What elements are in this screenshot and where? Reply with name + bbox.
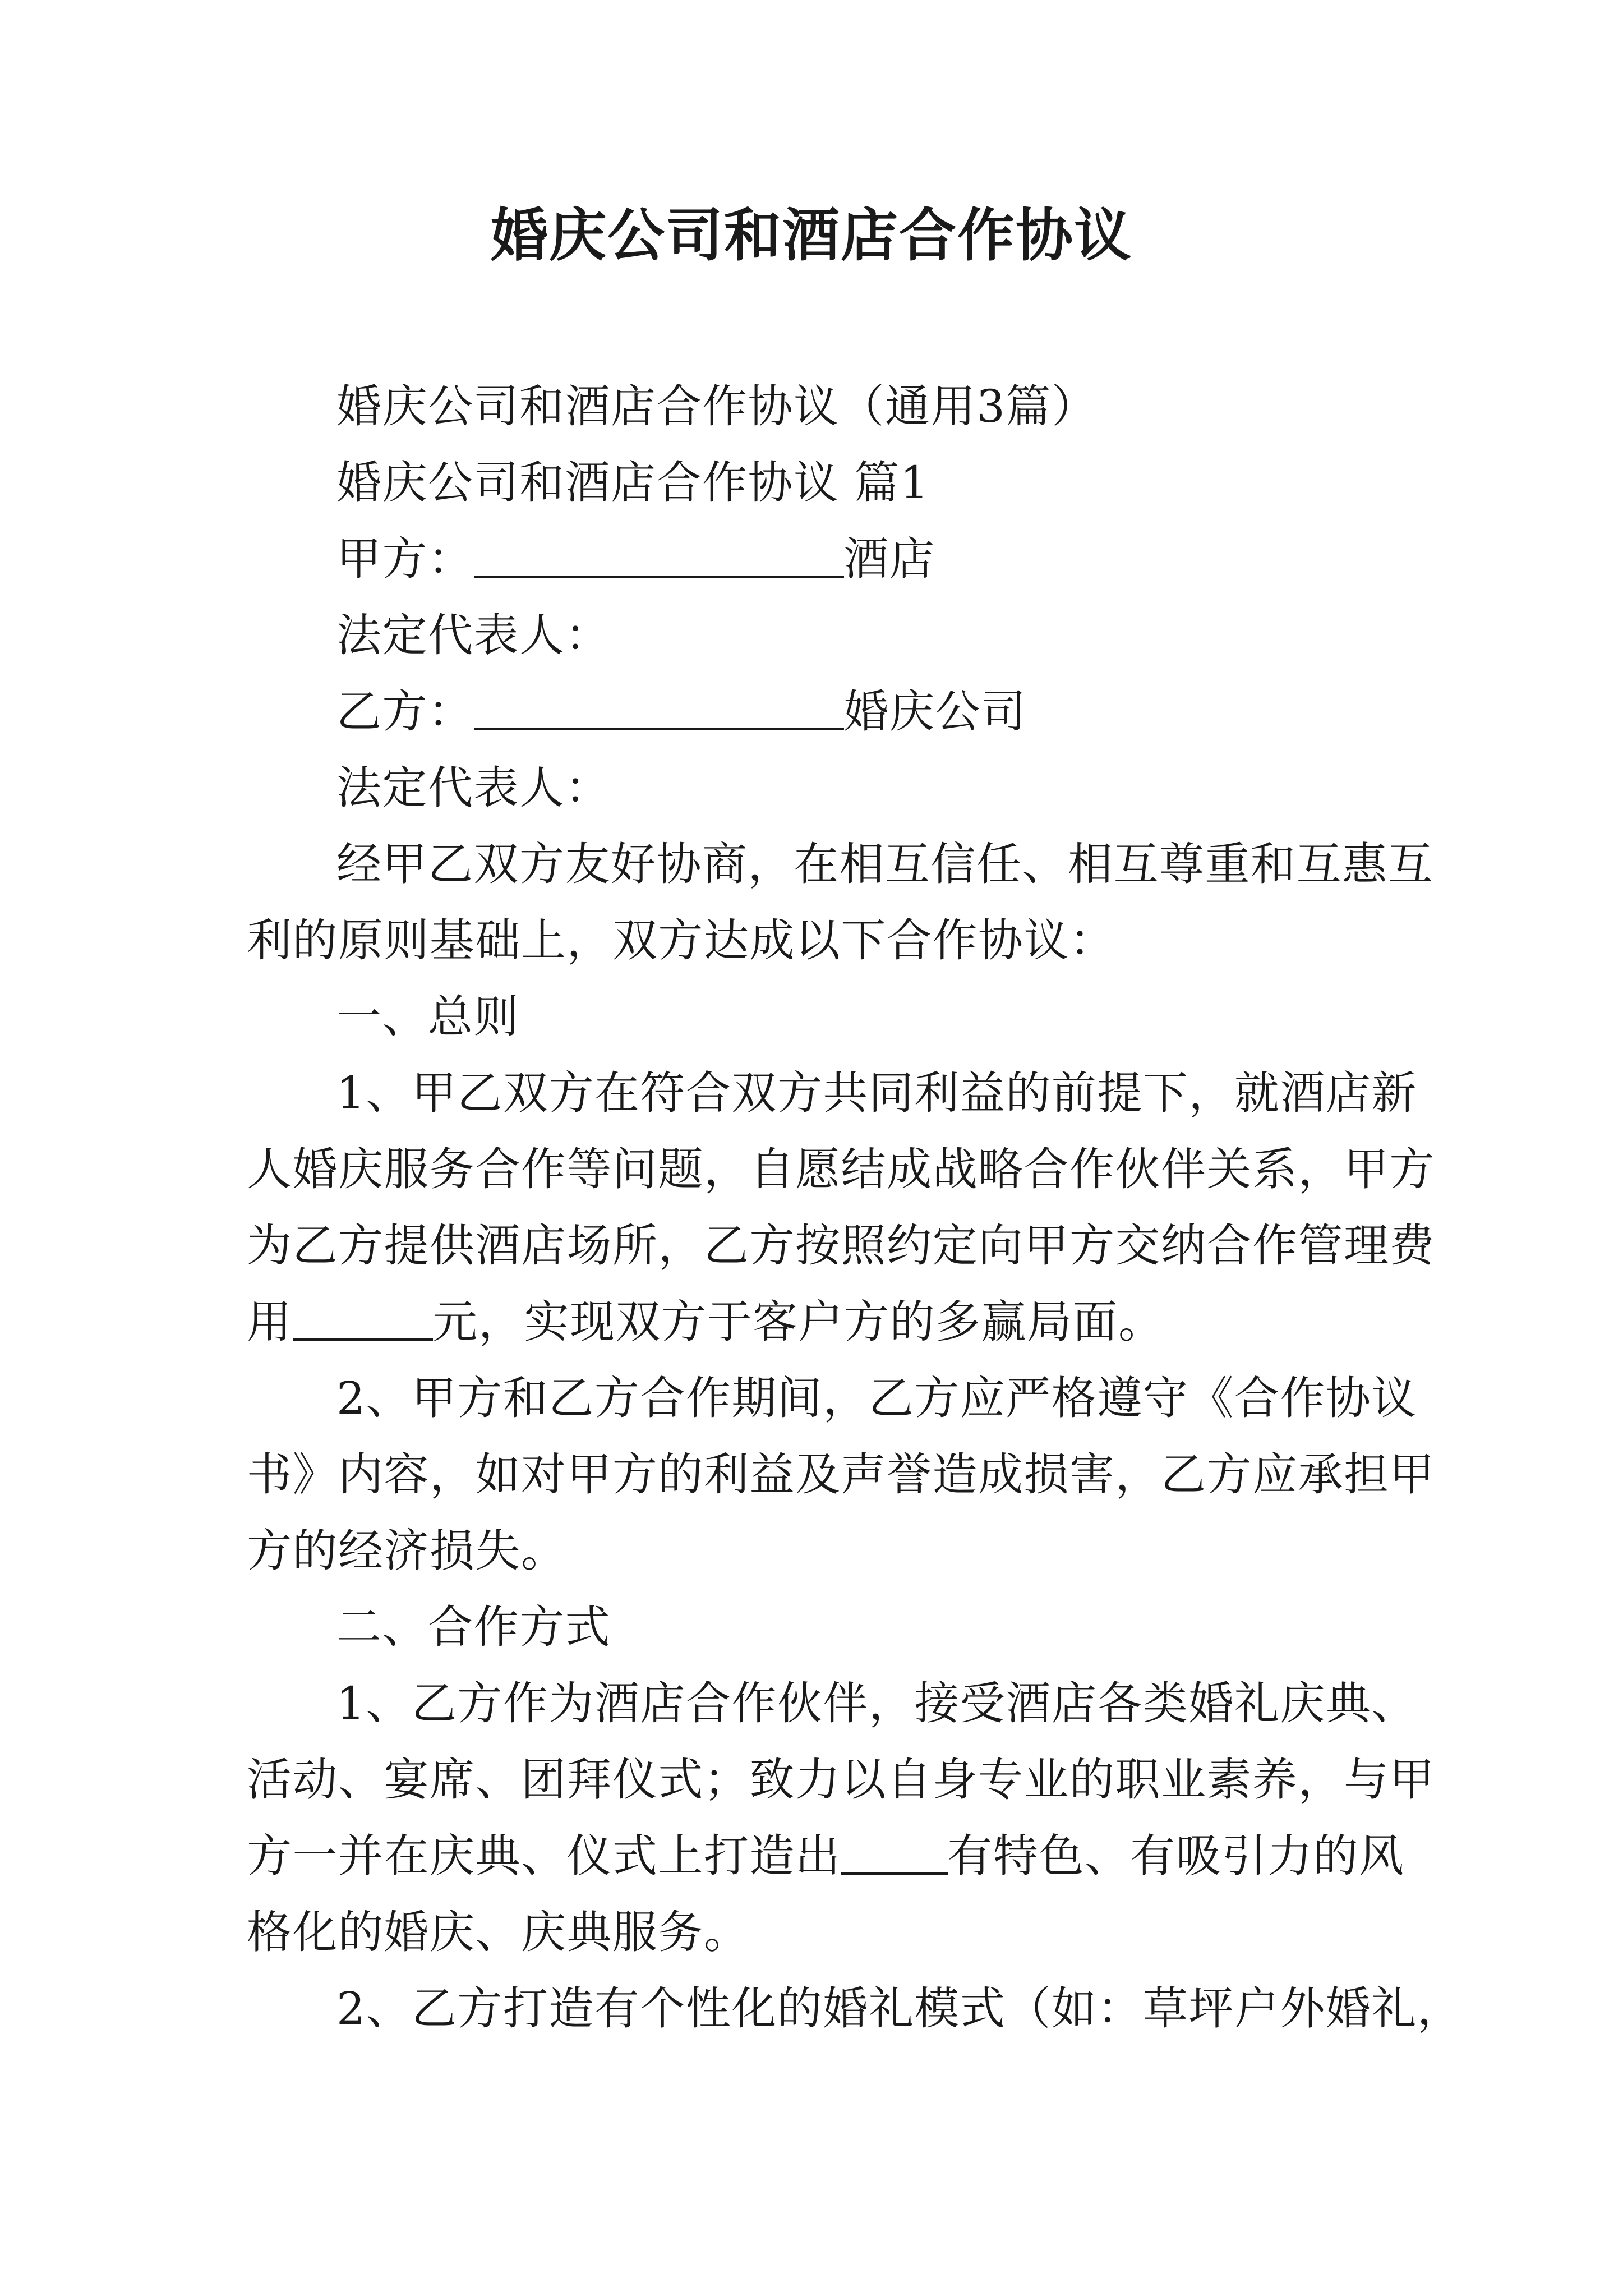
style-line	[247, 1818, 1405, 1894]
text-line: 格化的婚庆、庆典服务。	[247, 1906, 750, 1958]
text-line: 1、甲乙双方在符合双方共同利益的前提下，就酒店新	[336, 1067, 1417, 1119]
fee-line	[247, 1284, 1391, 1360]
text-line: 2、乙方打造有个性化的婚礼模式（如：草坪户外婚礼，	[336, 1982, 1463, 2035]
text-line: 1、乙方作为酒店合作伙伴，接受酒店各类婚礼庆典、	[336, 1677, 1417, 1729]
text-line: 法定代表人：	[336, 762, 611, 814]
text-line: 为乙方提供酒店场所，乙方按照约定向甲方交纳合作管理费	[247, 1220, 1435, 1272]
text-line: 婚庆公司和酒店合作协议（通用3篇）	[336, 380, 1098, 432]
text-line: 人婚庆服务合作等问题，自愿结成战略合作伙伴关系，甲方	[247, 1143, 1435, 1195]
text-line: 利的原则基础上，双方达成以下合作协议：	[247, 914, 1115, 967]
fee-suffix: 元，实现双方于客户方的多赢局面。	[432, 1296, 1164, 1348]
party-b-label: 乙方：	[336, 685, 474, 738]
style-prefix: 方一并在庆典、仪式上打造出	[247, 1830, 841, 1882]
party-a-blank	[474, 535, 844, 578]
document-title: 婚庆公司和酒店合作协议	[491, 202, 1132, 269]
style-suffix: 有特色、有吸引力的风	[947, 1830, 1405, 1882]
text-line: 书》内容，如对甲方的利益及声誉造成损害，乙方应承担甲	[247, 1448, 1435, 1501]
fee-blank	[293, 1298, 433, 1341]
party-b-blank	[474, 688, 844, 730]
text-line: 婚庆公司和酒店合作协议 篇1	[336, 457, 930, 509]
party-a-suffix: 酒店	[843, 533, 935, 585]
style-blank	[841, 1832, 948, 1875]
document-body	[247, 369, 1463, 2047]
fee-prefix: 用	[247, 1296, 293, 1348]
party-b-suffix: 婚庆公司	[843, 685, 1027, 738]
text-line: 经甲乙双方友好协商，在相互信任、相互尊重和互惠互	[336, 838, 1433, 890]
text-line: 法定代表人：	[336, 609, 611, 661]
text-line: 2、甲方和乙方合作期间，乙方应严格遵守《合作协议	[336, 1372, 1417, 1424]
party-a-label: 甲方：	[336, 533, 474, 585]
section-heading: 一、总则	[336, 991, 519, 1043]
text-line: 活动、宴席、团拜仪式；致力以自身专业的职业素养，与甲	[247, 1754, 1435, 1806]
party-b-line	[247, 674, 1391, 750]
section-heading: 二、合作方式	[336, 1601, 611, 1653]
party-a-line	[247, 521, 1391, 597]
text-line: 方的经济损失。	[247, 1525, 567, 1577]
